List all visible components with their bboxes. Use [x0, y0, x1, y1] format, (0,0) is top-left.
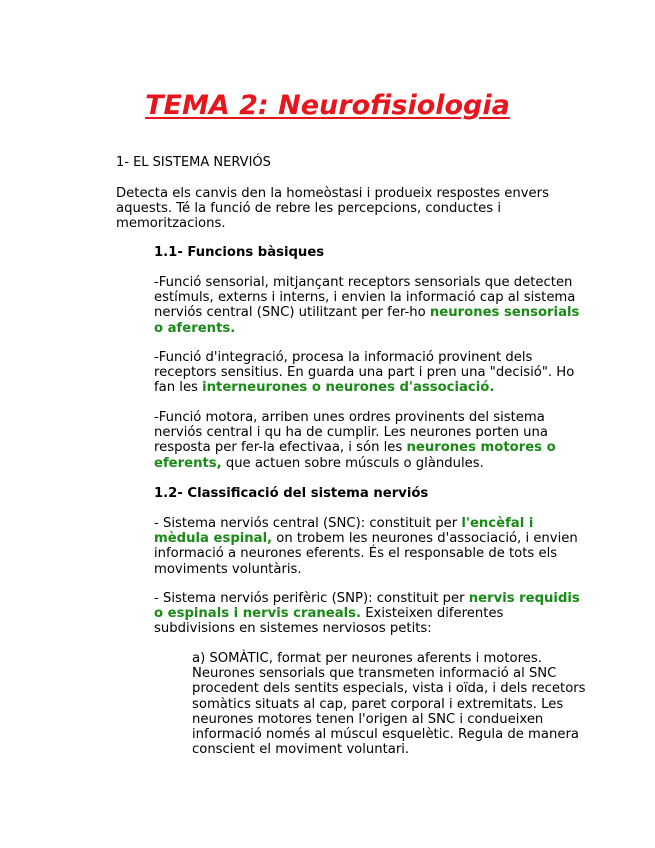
highlight-term: interneurones o neurones d'associació.: [202, 380, 495, 396]
page-title: TEMA 2: Neurofisiologia: [145, 90, 510, 121]
section-1-heading: 1- EL SISTEMA NERVIÓS: [116, 155, 271, 170]
paragraph-text: - Sistema nerviós central (SNC): constituit per: [154, 516, 462, 531]
sensory-function-paragraph: [154, 275, 584, 336]
paragraph-text: que actuen sobre músculs o glàndules.: [221, 455, 484, 471]
highlight-term: l'encèfal i mèdula espinal,: [154, 516, 534, 547]
paragraph-text: -Funció d'integració, procesa la informació provinent dels receptors sensitius. En guarda una part i pren una "decisió". Ho fan les: [154, 350, 575, 396]
section-1-2-heading: 1.2- Classificació del sistema nerviós: [154, 486, 429, 501]
paragraph-text: - Sistema nerviós perifèric (SNP): constituit per: [154, 591, 469, 606]
section-1-1-heading: 1.1- Funcions bàsiques: [154, 245, 325, 260]
motor-function-paragraph: [154, 410, 584, 471]
integration-function-paragraph: [154, 350, 584, 396]
paragraph-text: Existeixen diferentes subdivisions en sistemes nerviosos petits:: [154, 606, 504, 637]
section-1-intro: Detecta els canvis den la homeòstasi i produeix respostes envers aquests. Té la funció de rebre les percepcions, conductes i memoritzacions.: [116, 186, 549, 232]
highlight-term: nervis requidis o espinals i nervis craneals.: [154, 591, 580, 622]
highlight-term: neurones sensorials o aferents.: [154, 305, 580, 336]
paragraph-text: -Funció motora, arriben unes ordres provinents del sistema nerviós central i qu ha de cumplir. Les neurones porten una resposta per fer-la efectivaa, i són les: [154, 410, 548, 456]
paragraph-text: -Funció sensorial, mitjançant receptors sensorials que detecten estímuls, externs i interns, i envien la informació cap al sistema nerviós central (SNC) utilitzant per fer-ho: [154, 275, 576, 321]
highlight-term: neurones motores o eferents,: [154, 440, 556, 471]
somatic-paragraph: a) SOMÀTIC, format per neurones aferents i motores. Neurones sensorials que transmeten informació al SNC procedent dels sentits especials, vista i oïda, i dels recetors somàtics situats al cap, paret corporal i extremitats. Les neurones motores tenen l'origen al SNC i condueixen informació només al múscul esquelètic. Regula de manera conscient el moviment voluntari.: [192, 651, 586, 758]
snp-paragraph: [154, 591, 584, 637]
paragraph-text: on trobem les neurones d'associació, i envien informació a neurones eferents. És el responsable de tots els moviments voluntàris.: [154, 531, 578, 577]
snc-paragraph: [154, 516, 584, 577]
